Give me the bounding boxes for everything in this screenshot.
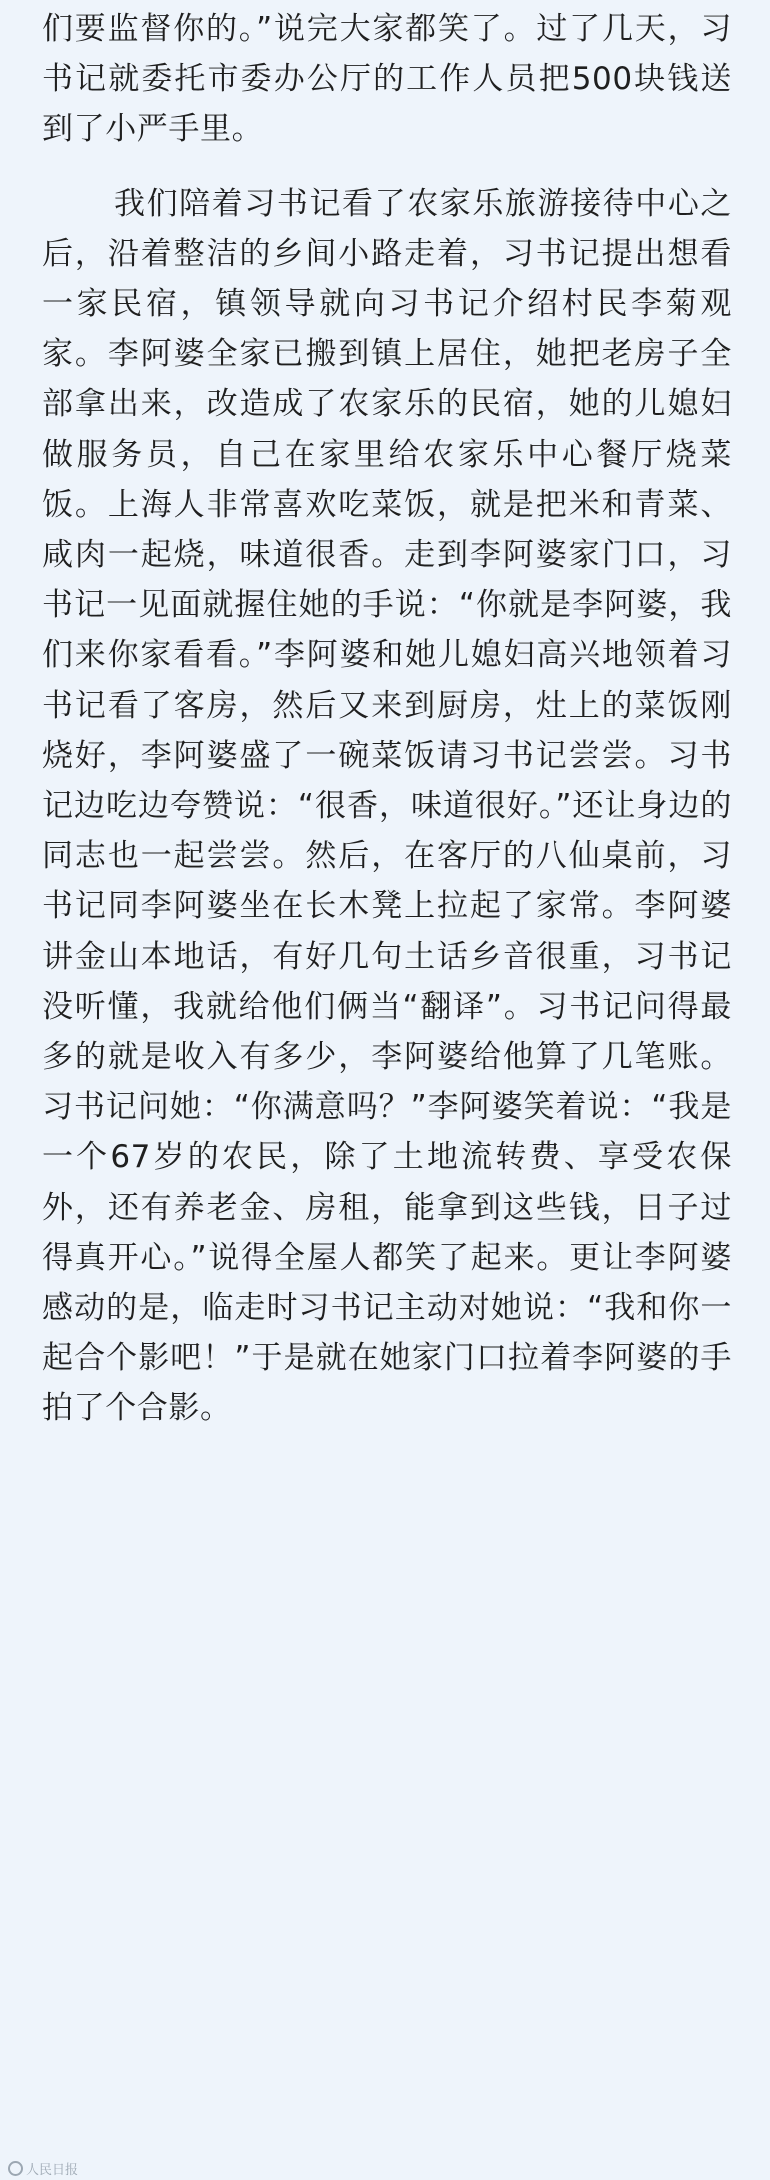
article-paragraph-1: 们要监督你的。”说完大家都笑了。过了几天，习书记就委托市委办公厅的工作人员把500块钱送到了小严手里。 [42,11,732,148]
article-paragraph-2: 我们陪着习书记看了农家乐旅游接待中心之后，沿着整洁的乡间小路走着，习书记提出想看一家民宿，镇领导就向习书记介绍村民李菊观家。李阿婆全家已搬到镇上居住，她把老房子全部拿出来，改造成了农家乐的民宿，她的儿媳妇做服务员，自己在家里给农家乐中心餐厅烧菜饭。上海人非常喜欢吃菜饭，就是把米和青菜、咸肉一起烧，味道很香。走到李阿婆家门口，习书记一见面就握住她的手说：“你就是李阿婆，我们来你家看看。”李阿婆和她儿媳妇高兴地领着习书记看了客房，然后又来到厨房，灶上的菜饭刚烧好，李阿婆盛了一碗菜饭请习书记尝尝。习书记边吃边夸赞说：“很香，味道很好。”还让身边的同志也一起尝尝。然后，在客厅的八仙桌前，习书记同李阿婆坐在长木凳上拉起了家常。李阿婆讲金山本地话，有好几句土话乡音很重，习书记没听懂，我就给他们俩当“翻译”。习书记问得最多的就是收入有多少，李阿婆给他算了几笔账。习书记问她：“你满意吗？”李阿婆笑着说：“我是一个67岁的农民，除了土地流转费、享受农保外，还有养老金、房租，能拿到这些钱，日子过得真开心。”说得全屋人都笑了起来。更让李阿婆感动的是，临走时习书记主动对她说：“我和你一起合个影吧！”于是就在她家门口拉着李阿婆的手拍了个合影。 [42,185,732,1427]
article-body [42,4,732,1434]
watermark-logo-icon [8,2161,23,2176]
watermark-text: 人民日报 [26,2163,79,2178]
watermark [8,2159,78,2178]
